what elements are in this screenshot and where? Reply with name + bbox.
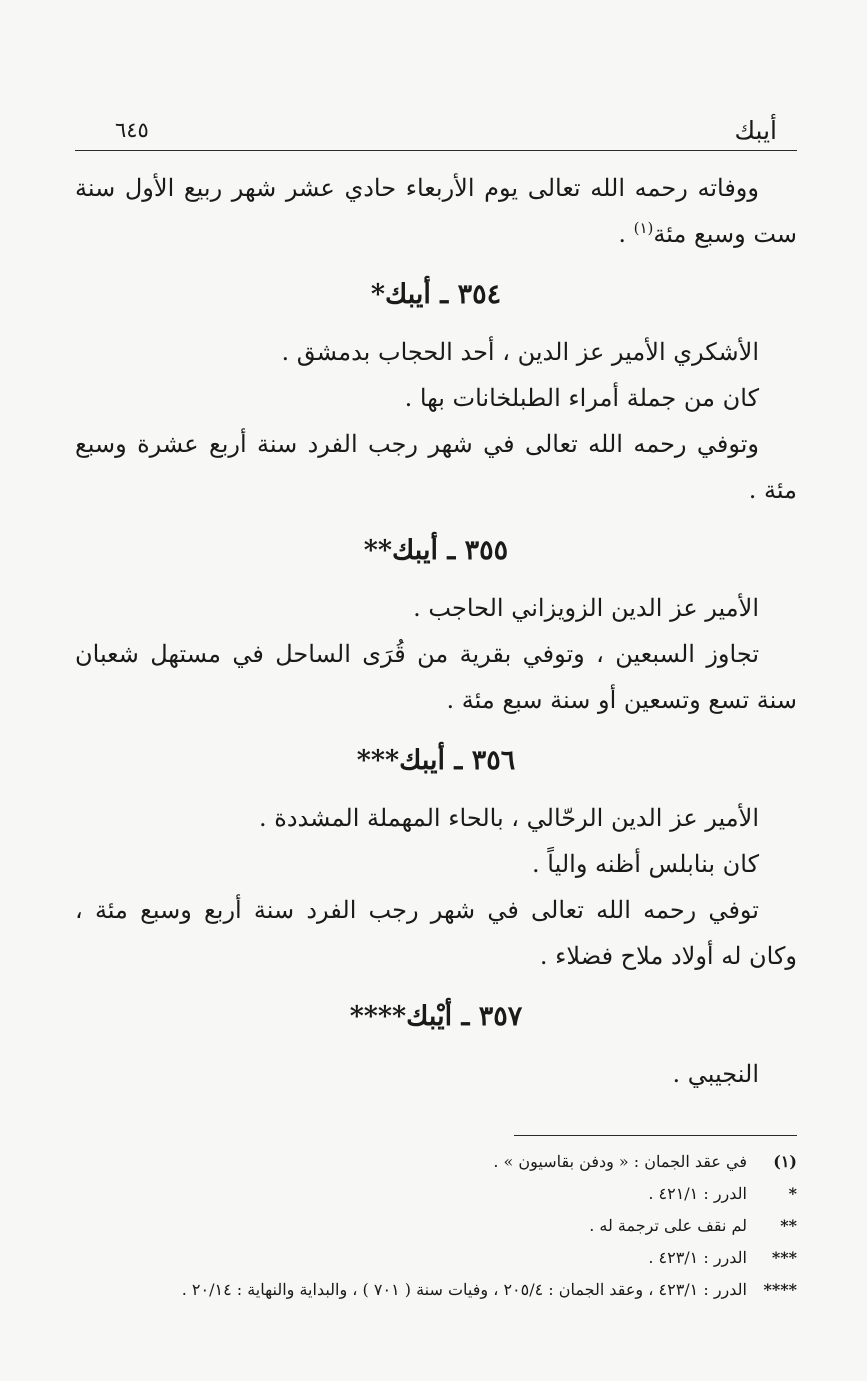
entry-heading: ٣٥٤ ـ أيبك* [370,279,502,310]
entry-paragraph: الأشكري الأمير عز الدين ، أحد الحجاب بدمشق . [281,338,759,366]
entry-paragraph: الأمير عز الدين الرحّالي ، بالحاء المهملة المشددة . [258,804,759,832]
footnote-text: الدرر : ٤٢٣/١ ، وعقد الجمان : ٢٠٥/٤ ، وفيات سنة ( ٧٠١ ) ، والبداية والنهاية : ٢٠/١٤ . [181,1280,747,1299]
footnote [75,1242,797,1274]
book-page [75,108,797,1299]
footnote-mark: (١) [773,1152,797,1171]
intro-text: ووفاته رحمه الله تعالى يوم الأربعاء حادي عشر شهر ربيع الأول سنة ست وسبع مئة [75,174,797,248]
entry-heading: ٣٥٦ ـ أيبك*** [356,745,516,776]
footnote-mark: ** [780,1216,797,1235]
entry-paragraph: النجيبي . [672,1060,759,1088]
footnotes [75,1146,797,1306]
footnote-mark: * [788,1184,797,1203]
footnote-mark: *** [771,1248,797,1267]
footnote-text: لم نقف على ترجمة له . [589,1216,747,1235]
main-text [75,151,797,1097]
footnote-reference: (١) [633,219,654,237]
entry-paragraph: توفي رحمه الله تعالى في شهر رجب الفرد سنة أربع وسبع مئة ، وكان له أولاد ملاح فضلاء . [75,896,797,970]
running-header [75,108,797,151]
entry-paragraph: الأمير عز الدين الزويزاني الحاجب . [413,594,759,622]
entry-paragraph: كان من جملة أمراء الطبلخانات بها . [404,384,759,412]
entry-paragraph: تجاوز السبعين ، وتوفي بقرية من قُرَى الساحل في مستهل شعبان سنة تسع وتسعين أو سنة سبع مئة . [75,640,797,714]
footnote [75,1274,797,1306]
entry-paragraph: وتوفي رحمه الله تعالى في شهر رجب الفرد سنة أربع عشرة وسبع مئة . [75,430,797,504]
footnote-text: الدرر : ٤٢١/١ . [648,1184,747,1203]
entry-paragraph: كان بنابلس أظنه والياً . [532,850,759,878]
intro-end: . [618,220,634,248]
footnote [75,1146,797,1178]
entry-heading: ٣٥٥ ـ أيبك** [363,535,509,566]
footnote-text: في عقد الجمان : « ودفن بقاسيون » . [493,1152,747,1171]
page-number: ٦٤٥ [115,118,149,142]
footnote-mark: **** [763,1280,797,1299]
footnote-text: الدرر : ٤٢٣/١ . [648,1248,747,1267]
footnote [75,1178,797,1210]
entry-heading: ٣٥٧ ـ أيْبك**** [349,1001,523,1032]
running-title: أيبك [734,116,777,145]
intro-paragraph [75,165,797,257]
footnote-divider [514,1135,797,1136]
footnote [75,1210,797,1242]
